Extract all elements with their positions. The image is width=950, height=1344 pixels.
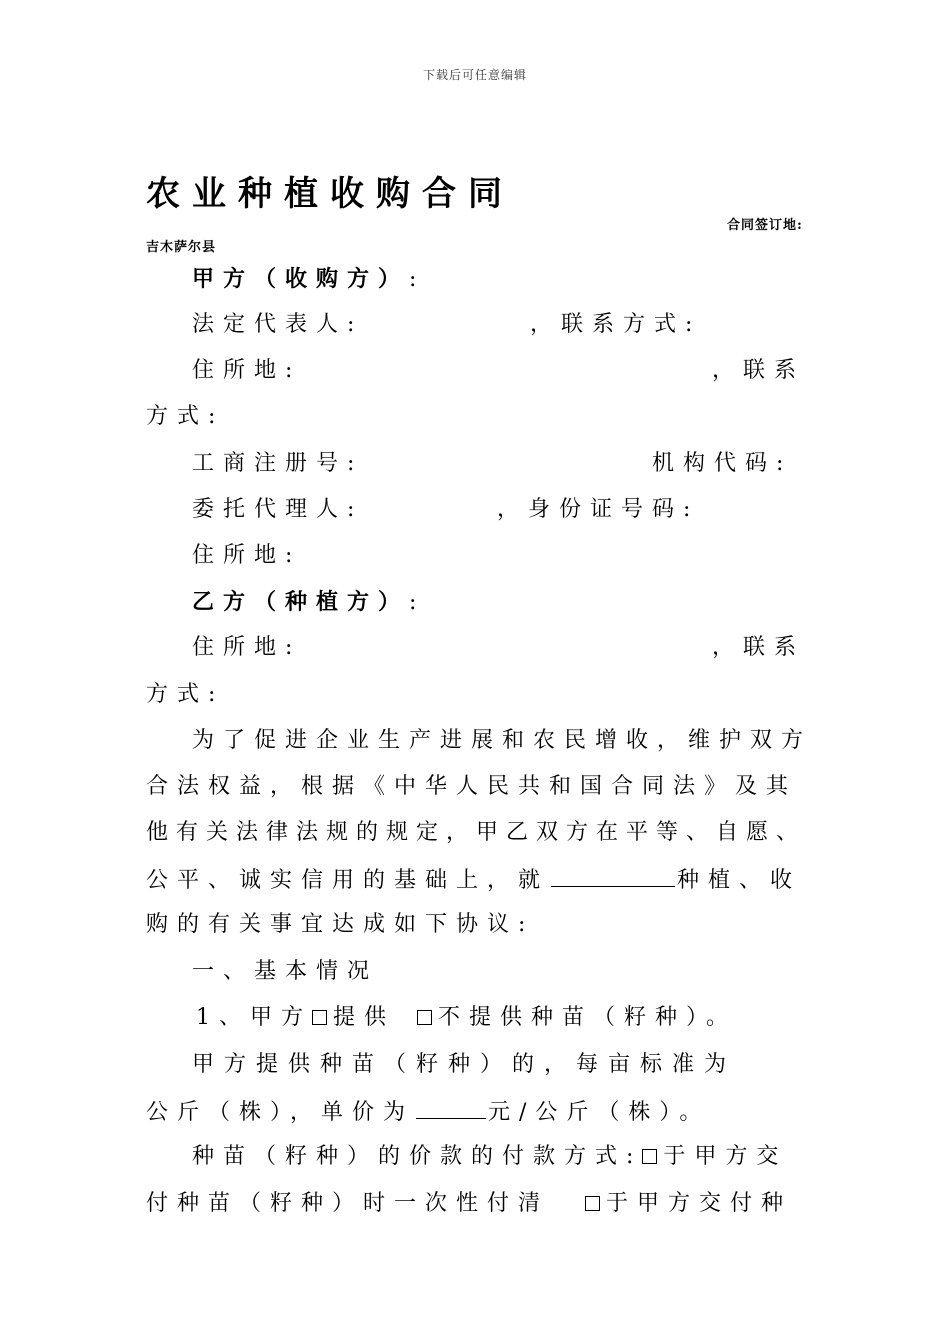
party-b-heading: 乙方（种植方）:	[192, 589, 426, 615]
reg-no-label: 工商注册号:	[192, 451, 364, 476]
not-provide-checkbox[interactable]	[417, 1010, 432, 1025]
legal-rep-label: 法定代表人:	[192, 312, 364, 337]
crop-name-blank[interactable]	[551, 864, 675, 887]
payment-line-2: 付种苗（籽种）时一次性付清 于甲方交付种	[146, 1191, 793, 1216]
preamble-line-5: 购的有关事宜达成如下协议:	[146, 912, 535, 937]
document-title: 农业种植收购合同	[146, 174, 514, 214]
sign-place-label: 合同签订地:	[727, 218, 803, 233]
preamble-line-2: 合法权益，根据《中华人民共和国合同法》及其	[146, 774, 798, 799]
party-a-heading: 甲方（收购方）:	[192, 266, 426, 292]
unit-price-blank[interactable]	[416, 1096, 486, 1119]
preamble-line-4: 公平、诚实信用的基础上，就 种植、收	[146, 864, 801, 896]
id-no-label: ，身份证号码:	[497, 497, 700, 522]
contact-label-2b: 方式:	[146, 404, 225, 429]
pay-on-delivery-checkbox[interactable]	[642, 1149, 657, 1164]
agent-label: 委托代理人:	[192, 497, 364, 522]
contact-label-1: ，联系方式:	[530, 312, 702, 337]
header-note: 下载后可任意编辑	[422, 68, 527, 82]
provide-checkbox[interactable]	[312, 1010, 327, 1025]
agent-address-label: 住所地:	[192, 543, 302, 568]
county-name: 吉木萨尔县	[146, 240, 217, 255]
seed-standard-line-2: 公斤（株），单价为 元/公斤（株）。	[146, 1096, 710, 1128]
contact-label-b-a: ，联系	[712, 635, 806, 660]
preamble-line-1: 为了促进企业生产进展和农民增收，维护双方	[192, 728, 813, 753]
org-code-label: 机构代码:	[652, 451, 793, 476]
contact-label-b-b: 方式:	[146, 682, 225, 707]
contact-label-2a: ，联系	[712, 358, 806, 383]
address-label-a: 住所地:	[192, 358, 302, 383]
item-1-line: 1、甲方 提供 不提供种苗（籽种）。	[196, 1005, 738, 1030]
pay-later-checkbox[interactable]	[585, 1196, 600, 1211]
section-1-heading: 一、基本情况	[192, 959, 379, 984]
address-label-b: 住所地:	[192, 635, 302, 660]
payment-line-1: 种苗（籽种）的价款的付款方式: 于甲方交	[192, 1144, 788, 1169]
preamble-line-3: 他有关法律法规的规定，甲乙双方在平等、自愿、	[146, 820, 807, 845]
seed-standard-line-1: 甲方提供种苗（籽种）的，每亩标准为	[192, 1052, 737, 1077]
